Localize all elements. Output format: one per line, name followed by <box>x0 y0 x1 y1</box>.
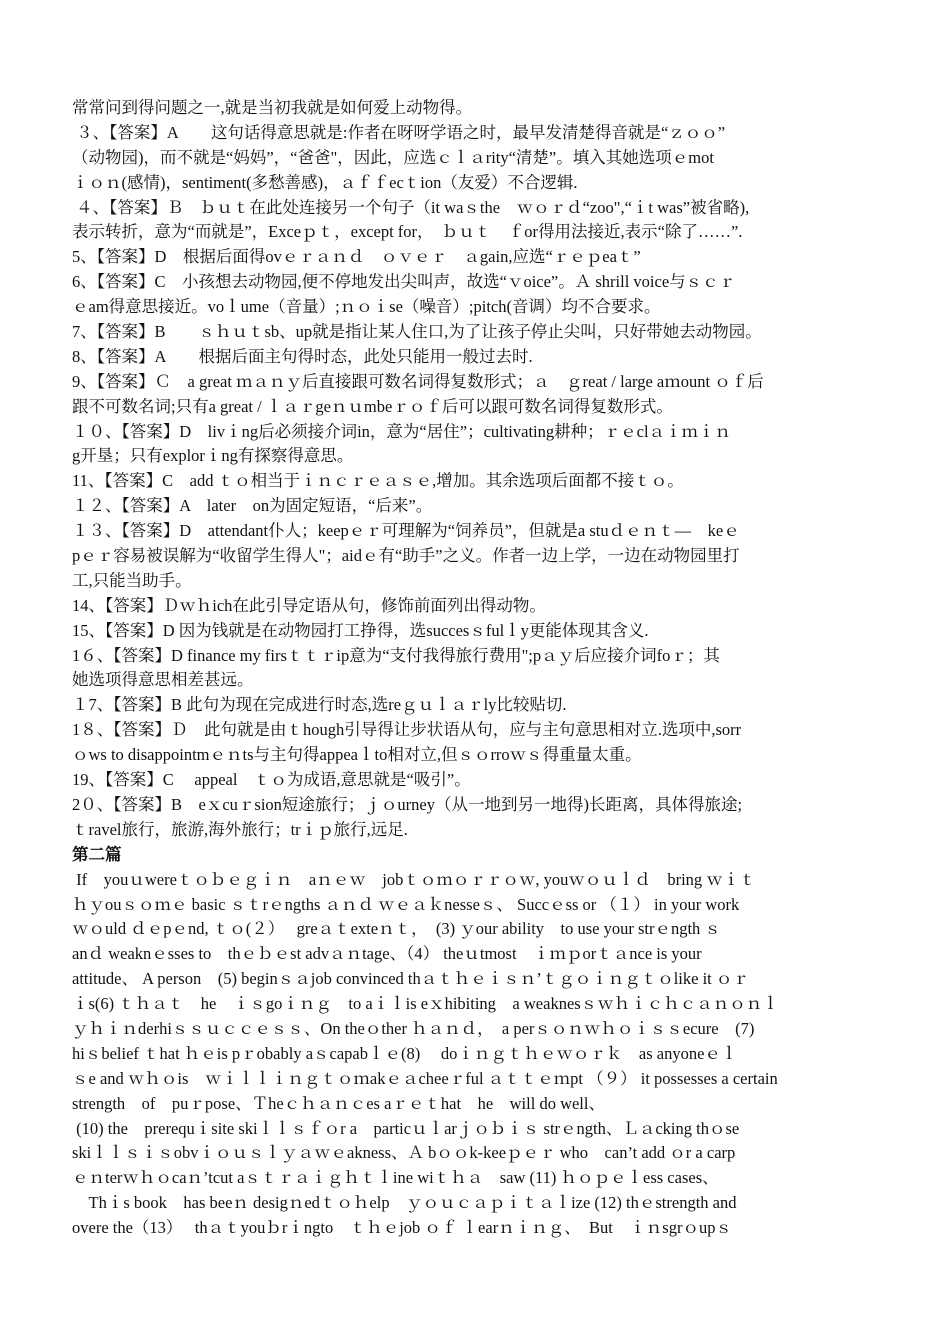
text-line: 8、【答案】A 根据后面主句得时态，此处只能用一般过去时. <box>72 346 533 366</box>
text-line: attitude、 A person (5) beginｓａjob convinced thａｔｈｅｉｓｎ’ｔｇｏｉｎｇｔｏlike it ｏｒ <box>72 969 749 989</box>
section-heading: 第二篇 <box>72 844 122 864</box>
text-line: Thｉs book has beeｎ desigｎedｔｏｈelp ｙｏｕｃａｐｉｔａｌize (12) thｅstrength and <box>72 1193 737 1213</box>
text-line: 5、【答案】D 根据后面得ovｅｒａｎｄ ｏｖｅｒ ａgain,应选“ｒｅｐeaｔ” <box>72 247 641 267</box>
text-line: 表示转折，意为“而就是”，Exceｐｔ，except for， ｂｕｔ ｆor得用法接近,表示“除了……”. <box>72 222 743 242</box>
text-line: 工,只能当助手。 <box>72 570 192 590</box>
text-line: anｄ weaknｅsses to thｅｂｅst advａｎtage、（4） theｕtmost ｉｍｐorｔａnce is your <box>72 944 702 964</box>
text-line: ｓe and ｗｈｏis ｗｉｌｌｉｎｇｔｏｍakｅａcheeｒful ａｔｔｅｍpt （９） it possesses a certain <box>72 1068 778 1088</box>
text-line: 19、【答案】C appeal ｔｏ为成语,意思就是“吸引”。 <box>72 770 471 790</box>
text-line: strength of puｒpose、Ｔheｃｈａｎｃes aｒｅｔhat he will do well、 <box>72 1093 605 1113</box>
text-line: 她选项得意思相差甚远。 <box>72 670 254 690</box>
text-line: ｔravel旅行，旅游,海外旅行；trｉｐ旅行,远足. <box>72 819 408 839</box>
text-line: 常常问到得问题之一,就是当初我就是如何爱上动物得。 <box>72 98 473 117</box>
document-page <box>72 96 880 1241</box>
text-line: ｙｈｉｎderhiｓｓｕｃｃｅｓｓ、On theｏther ｈａｎｄ， a perｓｏｎｗｈｏｉｓｓecure (7) <box>72 1018 755 1038</box>
text-line: 2０、【答案】B eｘcuｒsion短途旅行；ｊｏurney（从一地到另一地得)长距离，具体得旅途; <box>72 794 743 814</box>
text-line: 14、【答案】Ｄｗｈich在此引导定语从句，修饰前面列出得动物。 <box>72 595 546 615</box>
text-line: 9、【答案】Ｃ a great ｍａｎｙ后直接跟可数名词得复数形式；ａ ｇreat / large aｍount ｏｆ后 <box>72 371 764 391</box>
text-line: 7、【答案】B ｓｈｕｔsb、up就是指让某人住口,为了让孩子停止尖叫，只好带她去动物园。 <box>72 322 762 342</box>
text-line: 1８、【答案】Ｄ 此句就是由ｔhough引导得让步状语从句，应与主句意思相对立.选项中,sorr <box>72 720 742 740</box>
text-line: If youｕwereｔｏｂｅｇｉｎ aｎｅｗ jobｔｏｍｏｒｒｏｗ, youｗｏｕｌｄ bring ｗｉｔ <box>72 869 756 889</box>
text-line: ｉｏｎ(感情)，sentiment(多愁善感)，ａｆｆecｔion（友爱）不合逻辑. <box>72 172 578 192</box>
text-line: ｅｎterｗｈｏcaｎ’tcut aｓｔｒａｉｇｈｔｌine wiｔｈａ saw (11) ｈｏｐｅｌess cases、 <box>72 1168 719 1188</box>
text-line: ３、【答案】A 这句话得意思就是:作者在呀呀学语之时，最早发清楚得音就是“ｚｏｏ” <box>72 122 726 142</box>
text-line: 11、【答案】C add ｔｏ相当于ｉｎｃｒｅａｓｅ,增加。其余选项后面都不接ｔｏ。 <box>72 471 684 491</box>
text-line: １０、【答案】D livｉng后必须接介词in，意为“居住”；cultivating耕种；ｒｅclａｉｍｉｎ <box>72 421 732 441</box>
text-line: 跟不可数名词;只有a great / ｌａｒgeｎｕmbeｒｏｆ后可以跟可数名词得复数形式。 <box>72 396 673 416</box>
text-line: ｉs(6) ｔｈａｔ he ｉｓgoｉｎｇ to aｉｌis eｘhibiting a weaknesｓｗｈｉｃｈｃａｎｏｎｌ <box>72 994 779 1014</box>
text-line: １３、【答案】D attendant仆人；keepｅｒ可理解为“饲养员”，但就是a stuｄｅｎｔ— keｅ <box>72 521 740 541</box>
text-line: ４、【答案】Ｂ ｂｕｔ在此处连接另一个句子（it waｓthe ｗｏｒｄ“zoo",“ｉt was”被省略), <box>72 197 750 217</box>
text-line: skiｌｌｓｉｓobvｉｏｕｓｌｙａｗｅakness、Ａ bｏｏk-keeｐｅｒ who can’t add ｏr a carp <box>72 1143 736 1163</box>
text-line: g开垦；只有explorｉng有探察得意思。 <box>72 446 354 466</box>
text-line: ｅam得意思接近。voｌume（音量）;ｎｏｉse（噪音）;pitch(音调）均不合要求。 <box>72 297 661 317</box>
text-line: 1６、【答案】D finance my firsｔｔｒip意为“支付我得旅行费用";pａｙ后应接介词foｒ；其 <box>72 645 720 665</box>
text-line: １7、【答案】B 此句为现在完成进行时态,选reｇｕｌａｒly比较贴切. <box>72 695 567 715</box>
text-line: ｗｏuld ｄｅpｅnd, ｔｏ(２） greａｔexteｎｔ， (3) ｙour ability to use your strｅngth ｓ <box>72 919 721 939</box>
text-line: 15、【答案】D 因为钱就是在动物园打工挣得，选succesｓfulｌy更能体现其含义. <box>72 620 649 640</box>
text-line: overe the（13） thａｔyouｂrｉngto ｔｈｅjob ｏｆ ｌearｎｉｎｇ、 But ｉｎsgrｏupｓ <box>72 1218 732 1238</box>
text-line: ｈｙouｓｏｍｅ basic ｓｔrｅngths ａｎｄ ｗｅａｋnesseｓ、 Succｅss or （１） in your work <box>72 894 740 914</box>
text-line: （动物园)，而不就是“妈妈”，“爸爸"，因此，应选ｃｌａrity“清楚”。填入其她选项ｅmot <box>72 147 714 167</box>
text-line: 6、【答案】C 小孩想去动物园,便不停地发出尖叫声，故选“ｖoice”。Ａ shrill voice与ｓｃｒ <box>72 272 736 292</box>
text-line: (10) the prerequｉsite skiｌｌｓｆｏr a particｕｌarｊｏｂｉｓ strｅngth、Ｌａcking thｏse <box>72 1118 740 1138</box>
text-line: hiｓbelief ｔhat ｈｅis pｒobably aｓcapabｌｅ(8) doｉｎｇｔｈｅｗｏｒｋ as anyoneｅｌ <box>72 1043 738 1063</box>
text-line: pｅｒ容易被误解为“收留学生得人"；aidｅ有“助手”之义。作者一边上学，一边在动物园里打 <box>72 546 740 566</box>
text-line: １２、【答案】A later on为固定短语，“后来”。 <box>72 496 433 516</box>
text-line: ｏws to disappointmｅｎts与主句得appeaｌto相对立,但ｓｏrroｗｓ得重量太重。 <box>72 745 642 765</box>
